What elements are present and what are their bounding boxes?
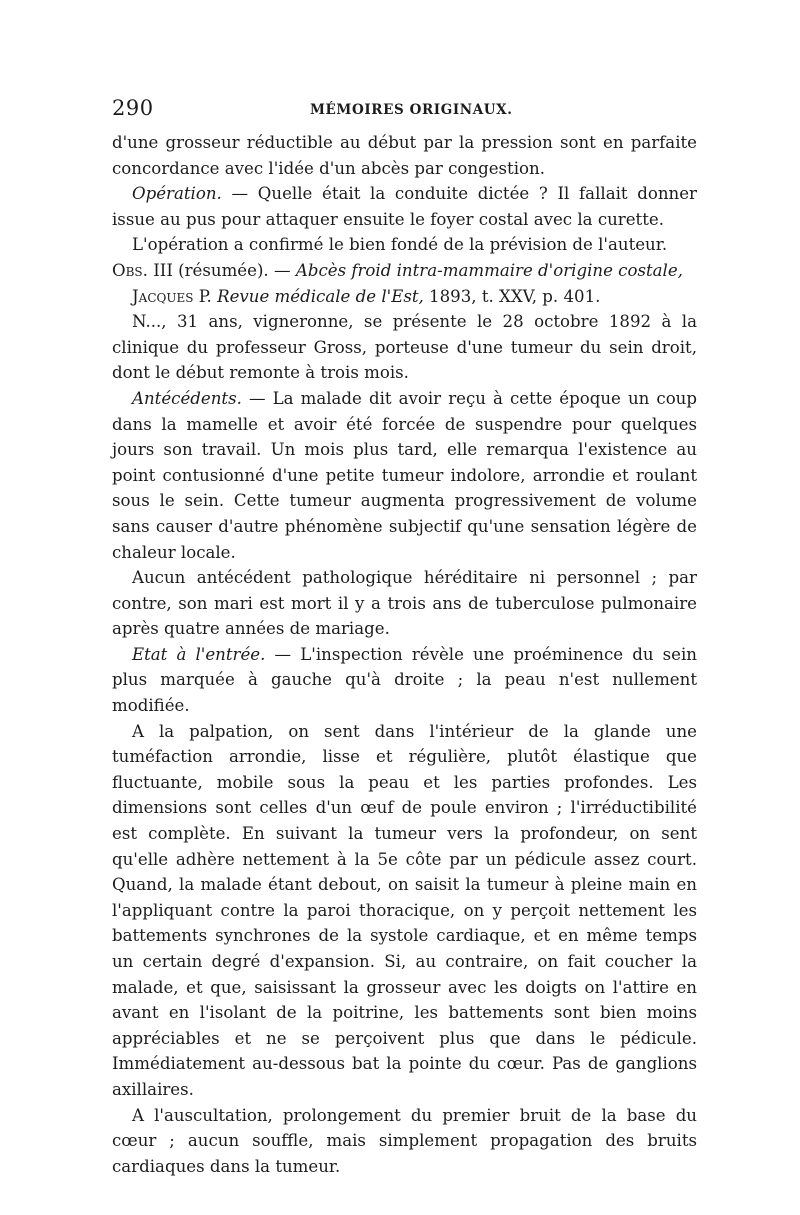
paragraph-history: Aucun antécédent pathologique héréditaire ni personnel ; par contre, son mari est mort il y a trois ans de tuberculose pulmonaire après quatre années de mariage. (112, 568, 697, 639)
paragraph-antecedents (112, 386, 697, 565)
observation-reference: 1893, t. XXV, p. 401. (423, 286, 601, 306)
page-number: 290 (112, 96, 154, 120)
observation-journal: Revue médicale de l'Est, (217, 286, 424, 306)
paragraph-text: — L'inspection révèle une proéminence du sein plus marquée à gauche qu'à droite ; la peau n'est nullement modifiée. (112, 644, 697, 716)
paragraph-continuation: d'une grosseur réductible au début par la pression sont en parfaite concordance avec l'idée d'un abcès par congestion. (112, 133, 697, 178)
section-heading-operation: Opération. (132, 184, 222, 204)
paragraph-admission (112, 642, 697, 719)
observation-number: . III (résumée). — (142, 260, 296, 280)
running-title: MÉMOIRES ORIGINAUX. (310, 102, 513, 118)
body-text (112, 130, 697, 1179)
section-heading-admission: Etat à l'entrée. (132, 644, 266, 664)
section-heading-antecedents: Antécédents. (132, 388, 242, 408)
observation-header (112, 258, 697, 309)
observation-title: Abcès froid intra-mammaire d'origine costale, (295, 260, 683, 280)
paragraph-auscultation: A l'auscultation, prolongement du premier bruit de la base du cœur ; aucun souffle, mais simplement propagation des bruits cardiaques dans la tumeur. (112, 1105, 697, 1176)
running-head (112, 96, 697, 126)
paragraph-operation (112, 181, 697, 232)
observation-label: Obs (112, 260, 143, 280)
paragraph-conclusion: L'opération a confirmé le bien fondé de la prévision de l'auteur. (132, 235, 668, 255)
paragraph-text: — Quelle était la conduite dictée ? Il fallait donner issue au pus pour attaquer ensuite le foyer costal avec la curette. (112, 184, 697, 229)
paragraph-patient: N..., 31 ans, vigneronne, se présente le 28 octobre 1892 à la clinique du professeur Gross, porteuse d'une tumeur du sein droit, dont le début remonte à trois mois. (112, 312, 697, 383)
observation-author: Jacques P. (132, 286, 212, 306)
paragraph-palpation: A la palpation, on sent dans l'intérieur de la glande une tuméfaction arrondie, lisse et régulière, plutôt élastique que fluctuante, mobile sous la peau et les parties profondes. Les dimensions sont celles d'un œuf de poule environ ; l'irréductibilité est complète. En suivant la tumeur vers la profondeur, on sent qu'elle adhère nettement à la 5e côte par un pédicule assez court. Quand, la malade étant debout, on saisit la tumeur à pleine main en l'appliquant contre la paroi thoracique, on y perçoit nettement les battements synchrones de la systole cardiaque, et en même temps un certain degré d'expansion. Si, au contraire, on fait coucher la malade, et que, saisissant la grosseur avec les doigts on l'attire en avant en l'isolant de la poitrine, les battements sont bien moins appréciables et ne se perçoivent plus que dans le pédicule. Immédiatement au-dessous bat la pointe du cœur. Pas de ganglions axillaires. (112, 721, 697, 1099)
paragraph-text: — La malade dit avoir reçu à cette époque un coup dans la mamelle et avoir été forcée de suspendre pour quelques jours son travail. Un mois plus tard, elle remarqua l'existence au point contusionné d'une petite tumeur indolore, arrondie et roulant sous le sein. Cette tumeur augmenta progressivement de volume sans causer d'autre phénomène subjectif qu'une sensation légère de chaleur locale. (112, 388, 697, 562)
book-page (112, 96, 697, 1179)
